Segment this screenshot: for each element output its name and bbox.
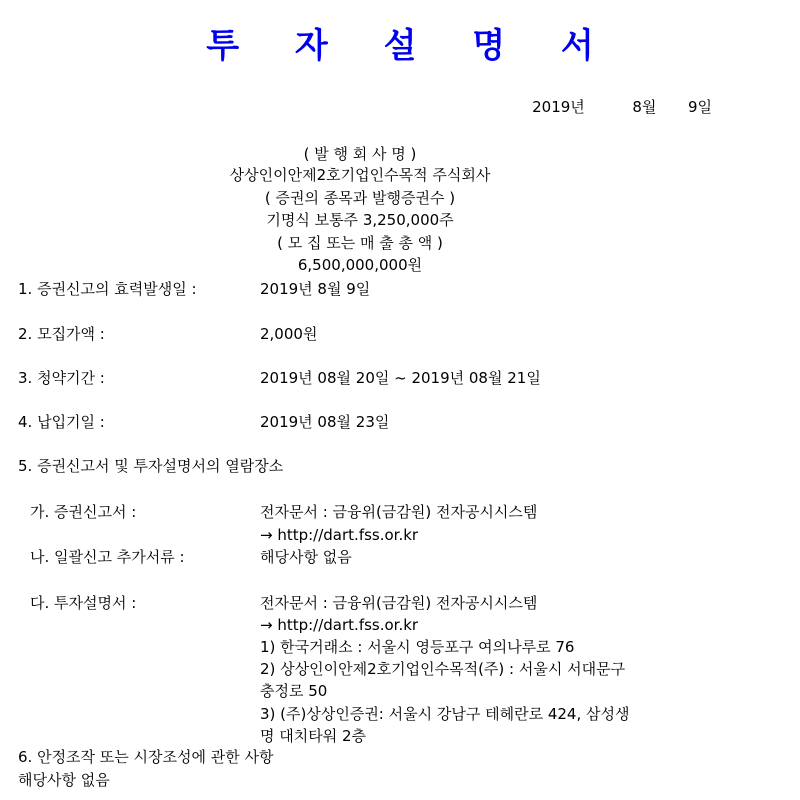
item-5-label: 5. 증권신고서 및 투자설명서의 열람장소 xyxy=(18,457,284,475)
item-3-value: 2019년 08월 20일 ~ 2019년 08월 21일 xyxy=(260,369,541,387)
inspection-da-url[interactable]: → http://dart.fss.or.kr xyxy=(260,616,419,634)
item-3-label: 3. 청약기간 : xyxy=(18,369,105,387)
item-6-value: 해당사항 없음 xyxy=(18,771,110,789)
date-month: 8월 xyxy=(632,98,657,116)
inspection-da-place-2a: 2) 상상인이안제2호기업인수목적(주) : 서울시 서대문구 xyxy=(260,660,626,678)
item-4-value: 2019년 08월 23일 xyxy=(260,413,390,431)
inspection-da-value: 전자문서 : 금융위(금감원) 전자공시시스템 xyxy=(260,594,538,612)
issuer-name: 상상인이안제2호기업인수목적 주식회사 xyxy=(229,166,491,184)
item-1-label: 1. 증권신고의 효력발생일 : xyxy=(18,280,197,298)
inspection-da-label: 다. 투자설명서 : xyxy=(30,594,137,612)
inspection-da-place-3a: 3) (주)상상인증권: 서울시 강남구 테헤란로 424, 삼성생 xyxy=(260,705,630,723)
inspection-da-place-3b: 명 대치타워 2층 xyxy=(260,727,367,745)
item-6-label: 6. 안정조작 또는 시장조성에 관한 사항 xyxy=(18,748,274,766)
amount-label: ( 모 집 또는 매 출 총 액 ) xyxy=(277,234,443,252)
inspection-na-label: 나. 일괄신고 추가서류 : xyxy=(30,548,185,566)
issuer-label: ( 발 행 회 사 명 ) xyxy=(303,145,417,163)
item-4-label: 4. 납입기일 : xyxy=(18,413,105,431)
securities-label: ( 증권의 종목과 발행증권수 ) xyxy=(264,189,456,207)
document-date xyxy=(532,98,712,116)
amount-value: 6,500,000,000원 xyxy=(297,256,423,274)
inspection-ga-url[interactable]: → http://dart.fss.or.kr xyxy=(260,526,419,544)
item-2-label: 2. 모집가액 : xyxy=(18,325,105,343)
inspection-ga-label: 가. 증권신고서 : xyxy=(30,503,137,521)
document-title: 투 자 설 명 서 xyxy=(206,26,616,66)
inspection-na-value: 해당사항 없음 xyxy=(260,548,352,566)
item-2-value: 2,000원 xyxy=(260,325,318,343)
inspection-ga-value: 전자문서 : 금융위(금감원) 전자공시시스템 xyxy=(260,503,538,521)
item-1-value: 2019년 8월 9일 xyxy=(260,280,371,298)
securities-value: 기명식 보통주 3,250,000주 xyxy=(266,211,454,229)
date-day: 9일 xyxy=(687,98,712,116)
date-year: 2019년 xyxy=(532,98,585,116)
inspection-da-place-2b: 충정로 50 xyxy=(260,682,328,700)
inspection-da-place-1: 1) 한국거래소 : 서울시 영등포구 여의나루로 76 xyxy=(260,638,575,656)
